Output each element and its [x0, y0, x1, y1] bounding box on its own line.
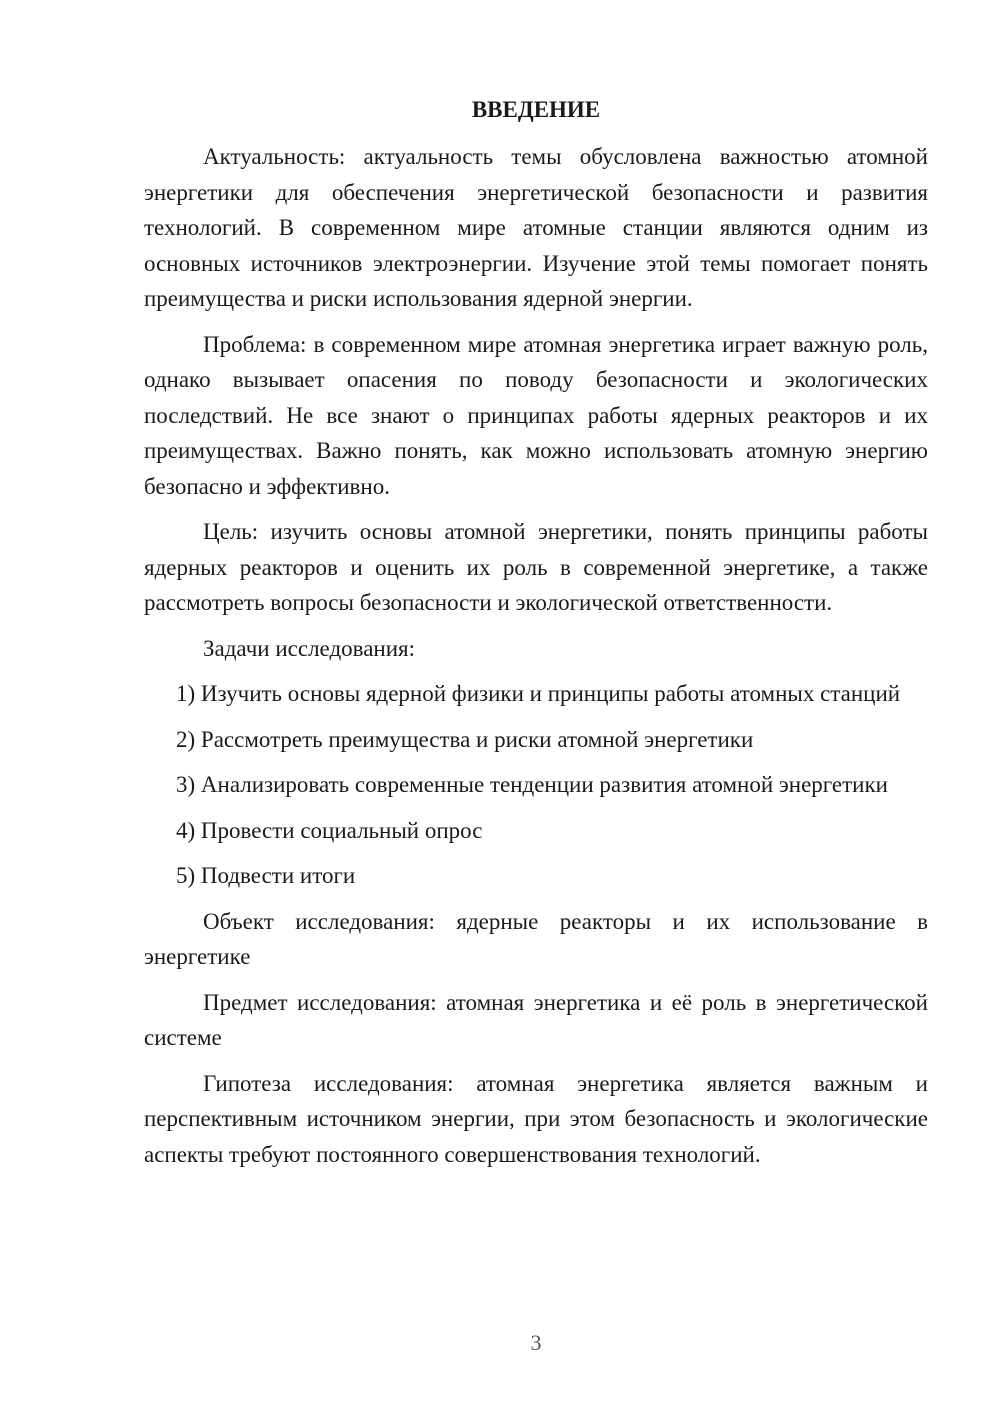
task-item-3: 3) Анализировать современные тенденции развития атомной энергетики: [176, 772, 888, 797]
page-number: 3: [530, 1330, 542, 1355]
page-content: [144, 92, 928, 1182]
task-item-1: 1) Изучить основы ядерной физики и принципы работы атомных станций: [176, 681, 901, 706]
task-item-5: 5) Подвести итоги: [176, 863, 356, 888]
relevance-paragraph: Актуальность: актуальность темы обусловлена важностью атомной энергетики для обеспечения энергетической безопасности и развития технологий. В современном мире атомные станции являются одним из основных источников электроэнергии. Изучение этой темы помогает понять преимущества и риски использования ядерной энергии.: [144, 144, 928, 311]
object-paragraph: Объект исследования: ядерные реакторы и их использование в энергетике: [144, 908, 928, 969]
hypothesis-paragraph: Гипотеза исследования: атомная энергетика является важным и перспективным источником энергии, при этом безопасность и экологические аспекты требуют постоянного совершенствования технологий.: [144, 1070, 928, 1167]
problem-paragraph: Проблема: в современном мире атомная энергетика играет важную роль, однако вызывает опасения по поводу безопасности и экологических последствий. Не все знают о принципах работы ядерных реакторов и их преимуществах. Важно понять, как можно использовать атомную энергию безопасно и эффективно.: [144, 331, 928, 499]
goal-paragraph: Цель: изучить основы атомной энергетики, понять принципы работы ядерных реакторов и оценить их роль в современной энергетике, а также рассмотреть вопросы безопасности и экологической ответственности.: [144, 519, 928, 615]
tasks-heading: Задачи исследования:: [203, 635, 416, 661]
page-title: ВВЕДЕНИЕ: [471, 97, 601, 122]
subject-paragraph: Предмет исследования: атомная энергетика и её роль в энергетической системе: [144, 989, 928, 1050]
task-item-4: 4) Провести социальный опрос: [176, 817, 483, 843]
task-item-2: 2) Рассмотреть преимущества и риски атомной энергетики: [176, 726, 754, 752]
